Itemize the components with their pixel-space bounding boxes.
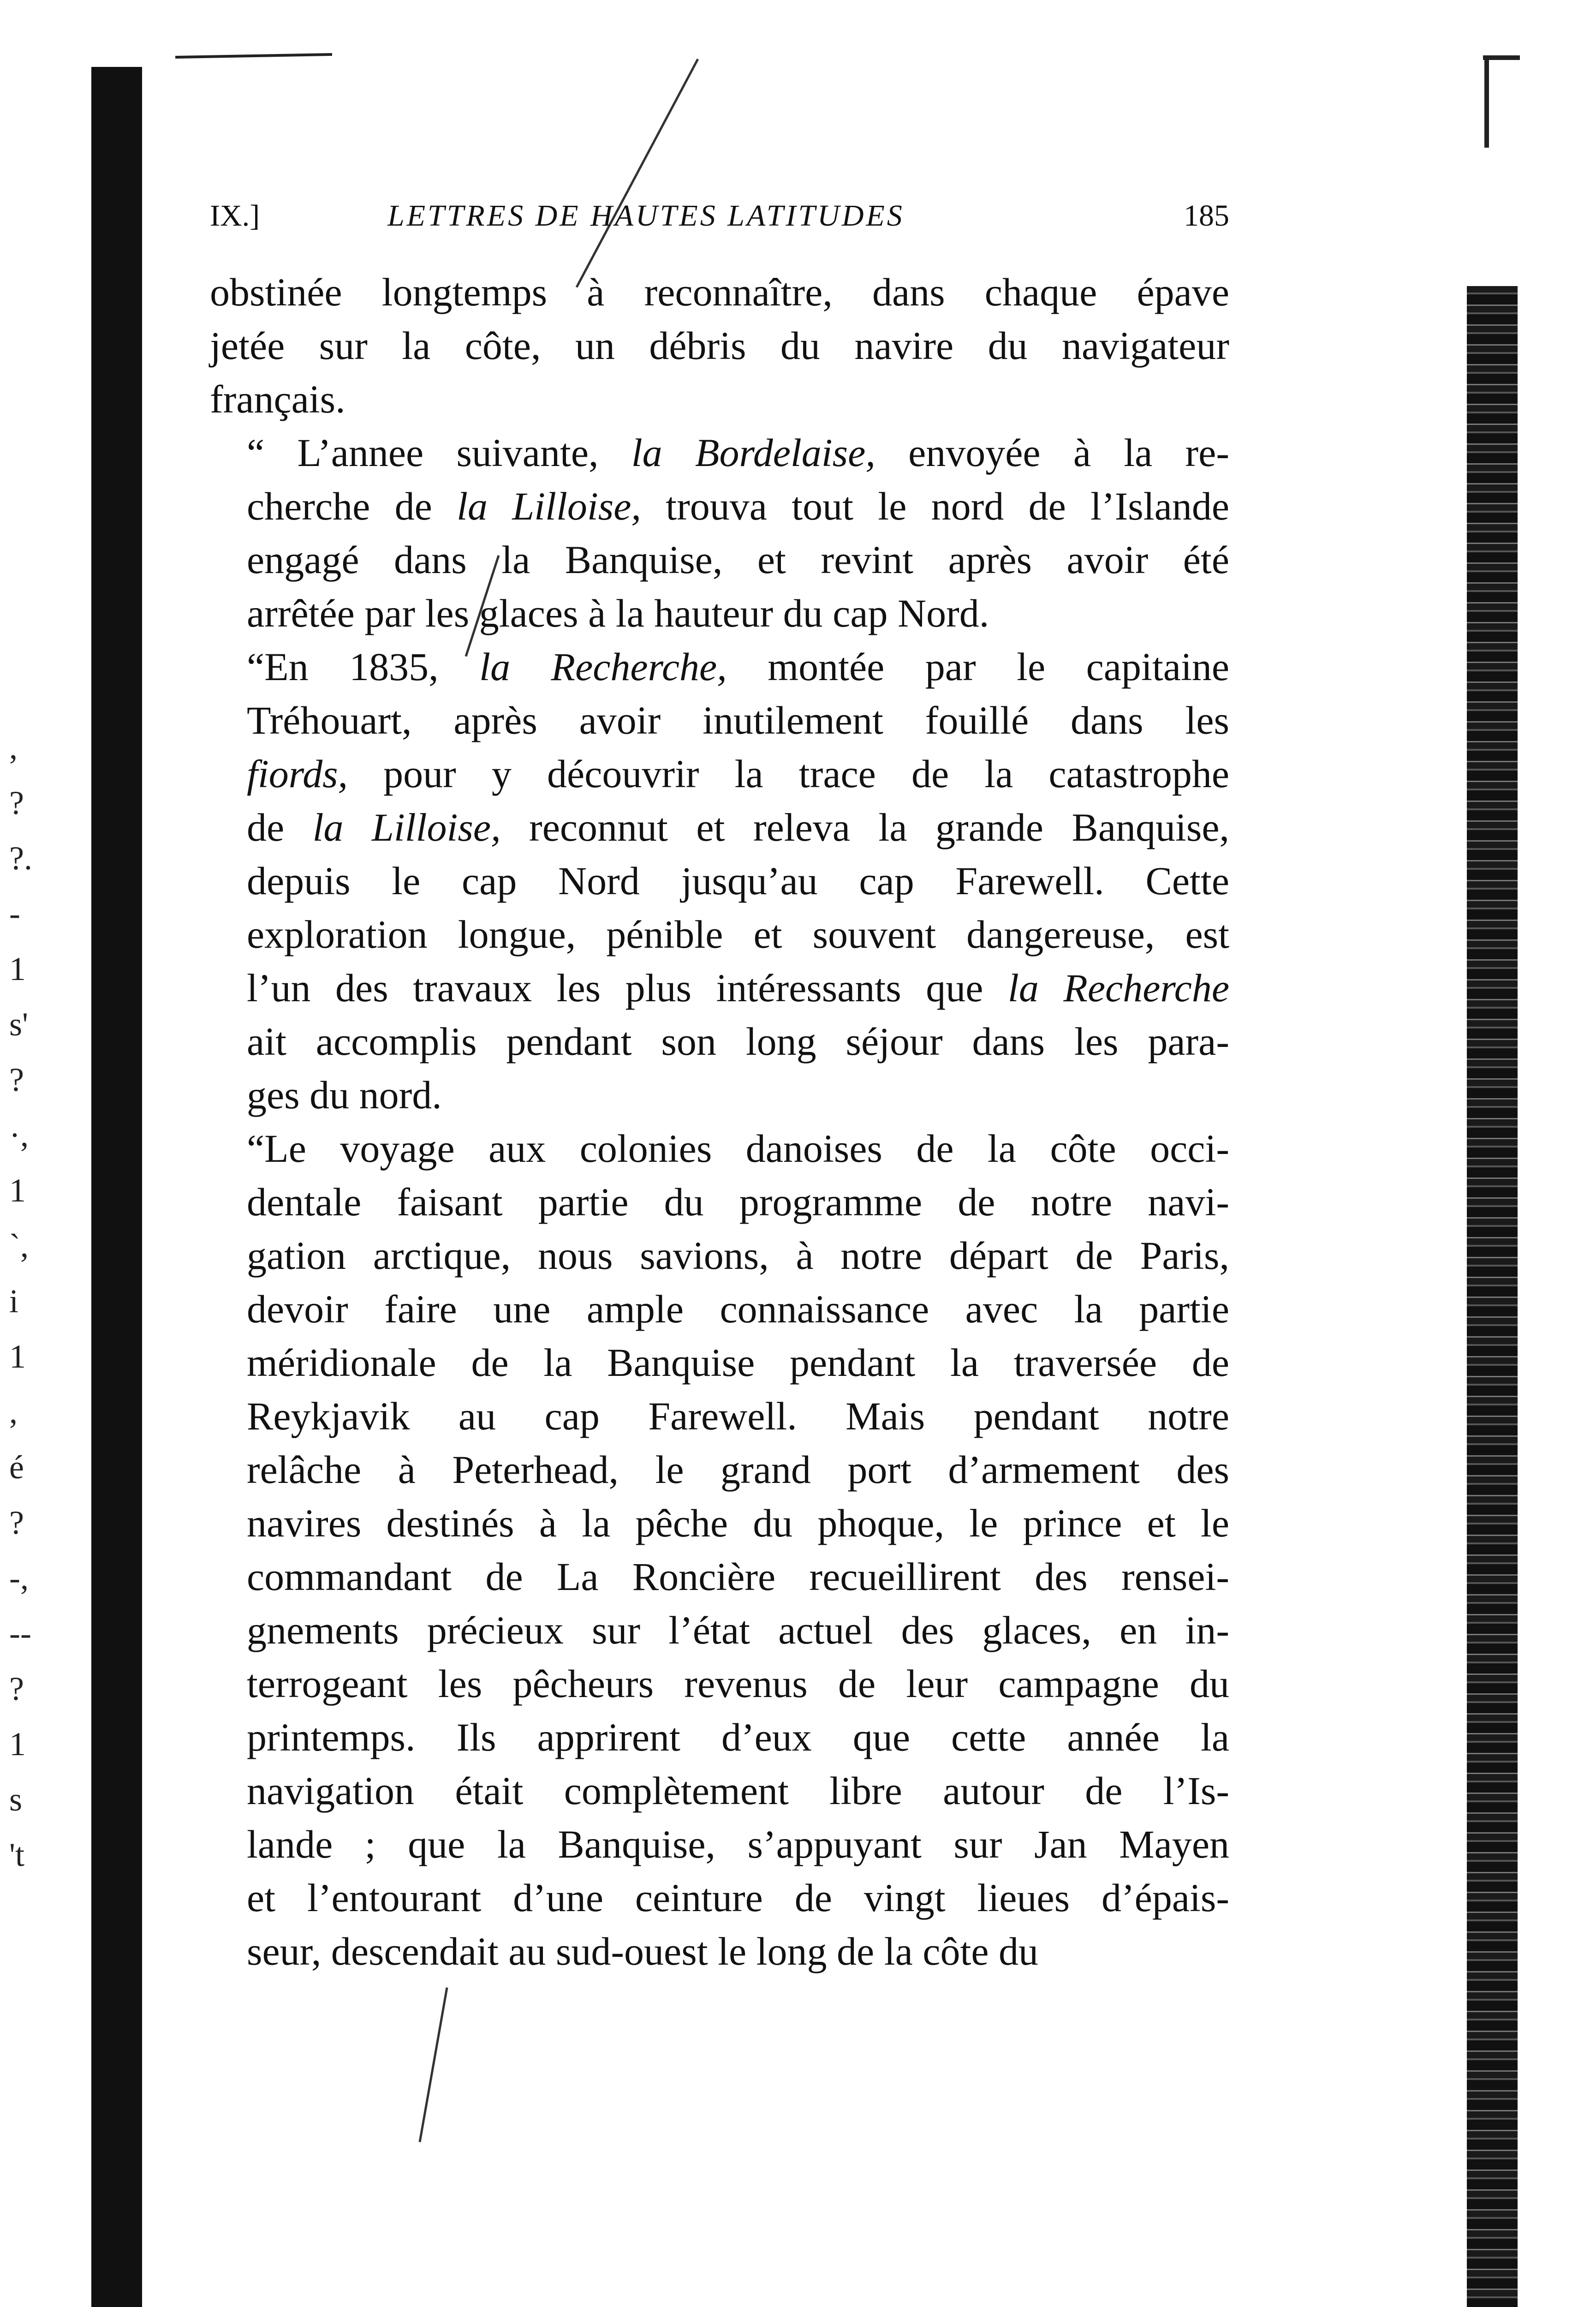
- margin-mark: ?: [9, 1504, 24, 1541]
- text-run: et l’entourant d’une ceinture de vingt lieues d’épais-: [247, 1876, 1229, 1920]
- running-title: LETTRES DE HAUTES LATITUDES: [387, 199, 905, 233]
- text-run: printemps. Ils apprirent d’eux que cette année la: [247, 1715, 1229, 1759]
- text-line: [210, 1068, 1229, 1122]
- text-line: [210, 1443, 1229, 1496]
- text-line: [210, 1550, 1229, 1603]
- paragraph: [210, 265, 1229, 426]
- scan-right-edge-noise: [1467, 286, 1518, 2307]
- text-run: cherche de: [247, 484, 457, 528]
- text-run: engagé dans la Banquise, et revint après avoir été: [247, 538, 1229, 582]
- text-run: depuis le cap Nord jusqu’au cap Farewell. Cette: [247, 859, 1229, 903]
- text-line: [210, 747, 1229, 801]
- text-line: [210, 1015, 1229, 1068]
- text-run: de: [247, 805, 313, 849]
- italic-title: la Recherche: [1007, 966, 1229, 1010]
- margin-mark: 't: [9, 1836, 24, 1873]
- text-run: navires destinés à la pêche du phoque, le prince et le: [247, 1501, 1229, 1545]
- text-line: [210, 854, 1229, 908]
- margin-mark: s': [9, 1006, 28, 1043]
- text-line: [210, 801, 1229, 854]
- margin-mark: i: [9, 1283, 19, 1320]
- text-line: [210, 1817, 1229, 1871]
- italic-title: la Lilloise,: [312, 805, 501, 849]
- text-run: obstinée longtemps à reconnaître, dans chaque épave: [210, 270, 1229, 314]
- text-line: [210, 1603, 1229, 1657]
- paragraph: [210, 426, 1229, 640]
- scan-corner-mark-vertical: [1484, 55, 1489, 148]
- paragraph: [210, 640, 1229, 1122]
- left-margin-bleed-through: [9, 720, 65, 1873]
- italic-title: la Bordelaise,: [631, 430, 875, 475]
- text-run: “ L’annee suivante,: [247, 430, 631, 475]
- page-number: 185: [1184, 199, 1229, 233]
- text-run: ait accomplis pendant son long séjour dans les para-: [247, 1019, 1229, 1064]
- text-line: [210, 1657, 1229, 1710]
- text-run: Reykjavik au cap Farewell. Mais pendant notre: [247, 1394, 1229, 1438]
- scan-binding-shadow: [91, 67, 142, 2307]
- text-run: exploration longue, pénible et souvent dangereuse, est: [247, 912, 1229, 956]
- text-line: [210, 1336, 1229, 1389]
- text-run: pour y découvrir la trace de la catastrophe: [348, 752, 1229, 796]
- chapter-number: IX.]: [210, 199, 260, 233]
- scan-top-rule: [175, 53, 332, 59]
- margin-mark: `,: [9, 1227, 29, 1264]
- margin-mark: -: [9, 895, 20, 932]
- text-line: [210, 1175, 1229, 1229]
- text-run: méridionale de la Banquise pendant la traversée de: [247, 1340, 1229, 1385]
- text-run: commandant de La Roncière recueillirent des rensei-: [247, 1554, 1229, 1599]
- text-line: [210, 319, 1229, 372]
- body-text: [210, 265, 1229, 1978]
- text-run: “En 1835,: [247, 645, 480, 689]
- text-line: [210, 265, 1229, 319]
- text-line: [210, 908, 1229, 961]
- margin-mark: 1: [9, 1172, 26, 1209]
- margin-mark: s: [9, 1781, 23, 1818]
- text-run: jetée sur la côte, un débris du navire du navigateur: [210, 323, 1229, 368]
- text-run: gnements précieux sur l’état actuel des glaces, en in-: [247, 1608, 1229, 1652]
- margin-mark: 1: [9, 950, 26, 987]
- margin-mark: é: [9, 1449, 24, 1486]
- text-run: montée par le capitaine: [727, 645, 1230, 689]
- margin-mark: ,: [9, 1393, 18, 1430]
- text-line: [210, 479, 1229, 533]
- margin-mark: ?: [9, 784, 24, 821]
- text-run: relâche à Peterhead, le grand port d’armement des: [247, 1447, 1229, 1492]
- text-line: [210, 426, 1229, 479]
- text-line: [210, 961, 1229, 1015]
- text-line: [210, 1924, 1229, 1978]
- text-run: Tréhouart, après avoir inutilement fouillé dans les: [247, 698, 1229, 742]
- text-run: envoyée à la re-: [875, 430, 1229, 475]
- italic-title: la Recherche,: [479, 645, 727, 689]
- text-line: [210, 1710, 1229, 1764]
- text-line: [210, 693, 1229, 747]
- margin-mark: ?: [9, 1061, 24, 1098]
- text-line: [210, 1229, 1229, 1282]
- text-line: [210, 372, 1229, 426]
- margin-mark: -,: [9, 1560, 29, 1596]
- text-run: gation arctique, nous savions, à notre départ de Paris,: [247, 1233, 1229, 1278]
- margin-mark: ?.: [9, 840, 32, 877]
- margin-mark: 1: [9, 1338, 26, 1375]
- text-line: [210, 1122, 1229, 1175]
- margin-mark: ?: [9, 1670, 24, 1707]
- text-line: [210, 640, 1229, 693]
- text-run: arrêtée par les glaces à la hauteur du cap Nord.: [247, 591, 989, 635]
- running-header: [210, 198, 1229, 254]
- italic-title: fiords,: [247, 752, 348, 796]
- text-run: reconnut et releva la grande Banquise,: [500, 805, 1230, 849]
- margin-mark: --: [9, 1615, 31, 1652]
- paragraph: [210, 1122, 1229, 1978]
- text-run: devoir faire une ample connaissance avec la partie: [247, 1287, 1229, 1331]
- italic-title: la Lilloise,: [457, 484, 641, 528]
- text-run: français.: [210, 377, 345, 421]
- margin-mark: ,: [9, 729, 18, 766]
- text-line: [210, 586, 1229, 640]
- text-line: [210, 1871, 1229, 1924]
- text-run: seur, descendait au sud-ouest le long de la côte du: [247, 1929, 1039, 1973]
- scan-scratch-line: [419, 1987, 448, 2142]
- text-run: l’un des travaux les plus intéressants que: [247, 966, 1008, 1010]
- text-line: [210, 1496, 1229, 1550]
- text-line: [210, 1389, 1229, 1443]
- margin-mark: 1: [9, 1726, 26, 1763]
- margin-mark: ·,: [9, 1117, 29, 1154]
- text-run: navigation était complètement libre autour de l’Is-: [247, 1769, 1229, 1813]
- text-run: ges du nord.: [247, 1073, 442, 1117]
- text-run: terrogeant les pêcheurs revenus de leur campagne du: [247, 1662, 1229, 1706]
- text-run: “Le voyage aux colonies danoises de la côte occi-: [247, 1126, 1229, 1171]
- text-line: [210, 1282, 1229, 1336]
- text-run: trouva tout le nord de l’Islande: [641, 484, 1229, 528]
- text-line: [210, 1764, 1229, 1817]
- text-line: [210, 533, 1229, 586]
- text-run: lande ; que la Banquise, s’appuyant sur Jan Mayen: [247, 1822, 1229, 1866]
- text-run: dentale faisant partie du programme de notre navi-: [247, 1180, 1229, 1224]
